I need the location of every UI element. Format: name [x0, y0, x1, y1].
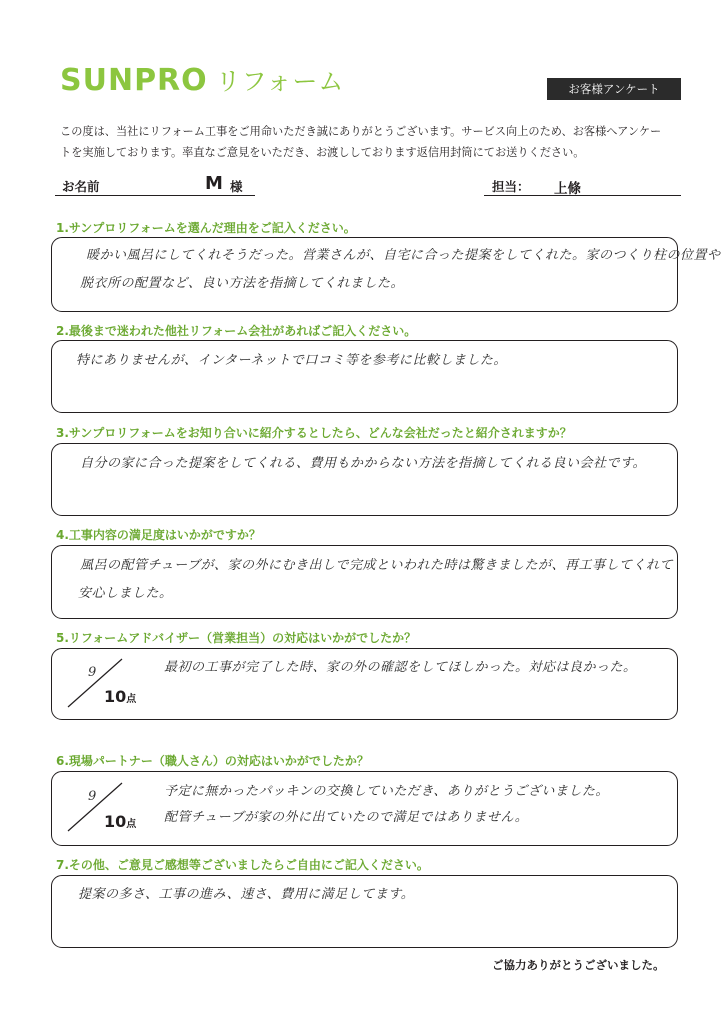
- score-5-max: [104, 687, 136, 706]
- honorific: 様: [230, 179, 243, 194]
- intro-line: トを実施しております。率直なご意見をいただき、お渡ししております返信用封筒にてお送りください。: [60, 146, 585, 159]
- score-6-max-value: 10: [104, 812, 127, 831]
- answer-5-line-1: 最初の工事が完了した時、家の外の確認をしてほしかった。対応は良かった。: [164, 660, 637, 675]
- answer-6-line-1: 予定に無かったパッキンの交換していただき、ありがとうございました。: [164, 784, 609, 799]
- logo-subtitle-text: リフォーム: [215, 67, 345, 96]
- question-5-label: 5.リフォームアドバイザー（営業担当）の対応はいかがでしたか？: [56, 631, 417, 645]
- question-6-label: 6.現場パートナー（職人さん）の対応はいかがでしたか？: [56, 754, 369, 768]
- score-5-value: 9: [88, 665, 97, 680]
- score-6-max: [104, 812, 136, 831]
- name-underline: [55, 195, 255, 196]
- score-6: [62, 779, 150, 837]
- name-value: M: [205, 173, 223, 194]
- staff-underline: [484, 195, 681, 196]
- score-6-value: 9: [88, 789, 97, 804]
- answer-3-line-1: 自分の家に合った提案をしてくれる、費用もかからない方法を指摘してくれる良い会社です。: [80, 456, 646, 471]
- answer-6-line-2: 配管チューブが家の外に出ていたので満足ではありません。: [164, 810, 529, 825]
- question-4-label: 4.工事内容の満足度はいかがですか？: [56, 528, 261, 542]
- staff-label: 担当：: [492, 179, 530, 194]
- score-5-max-value: 10: [104, 687, 127, 706]
- question-7-label: 7.その他、ご意見ご感想等ございましたらご自由にご記入ください。: [56, 858, 429, 872]
- score-5: [62, 655, 150, 713]
- intro-paragraph: [60, 121, 680, 163]
- answer-7-line-1: 提案の多さ、工事の進み、速さ、費用に満足してます。: [78, 887, 415, 902]
- answer-4-line-1: 風呂の配管チューブが、家の外にむき出しで完成といわれた時は驚きましたが、再工事してくれて: [80, 558, 673, 573]
- answer-4-line-2: 安心しました。: [78, 586, 173, 601]
- staff-value: 上條: [554, 181, 581, 197]
- name-label: お名前: [62, 179, 100, 194]
- question-1-label: 1.サンプロリフォームを選んだ理由をご記入ください。: [56, 221, 356, 235]
- score-5-unit: 点: [126, 694, 137, 705]
- answer-1-line-1: 暖かい風呂にしてくれそうだった。営業さんが、自宅に合った提案をしてくれた。家のつくり柱の位置や: [86, 248, 721, 263]
- logo-brand-text: SUNPRO: [60, 63, 208, 98]
- answer-1-line-2: 脱衣所の配置など、良い方法を指摘してくれました。: [80, 276, 405, 291]
- sunpro-reform-logo: [60, 62, 344, 102]
- answer-2-line-1: 特にありませんが、インターネットで口コミ等を参考に比較しました。: [76, 353, 507, 368]
- survey-badge: お客様アンケート: [547, 78, 681, 100]
- intro-line: この度は、当社にリフォーム工事をご用命いただき誠にありがとうございます。サービス向上のため、お客様へアンケー: [60, 125, 662, 138]
- question-2-label: 2.最後まで迷われた他社リフォーム会社があればご記入ください。: [56, 324, 417, 338]
- thanks-message: ご協力ありがとうございました。: [492, 958, 665, 972]
- score-6-unit: 点: [126, 819, 137, 830]
- question-3-label: 3.サンプロリフォームをお知り合いに紹介するとしたら、どんな会社だったと紹介されますか？: [56, 426, 572, 440]
